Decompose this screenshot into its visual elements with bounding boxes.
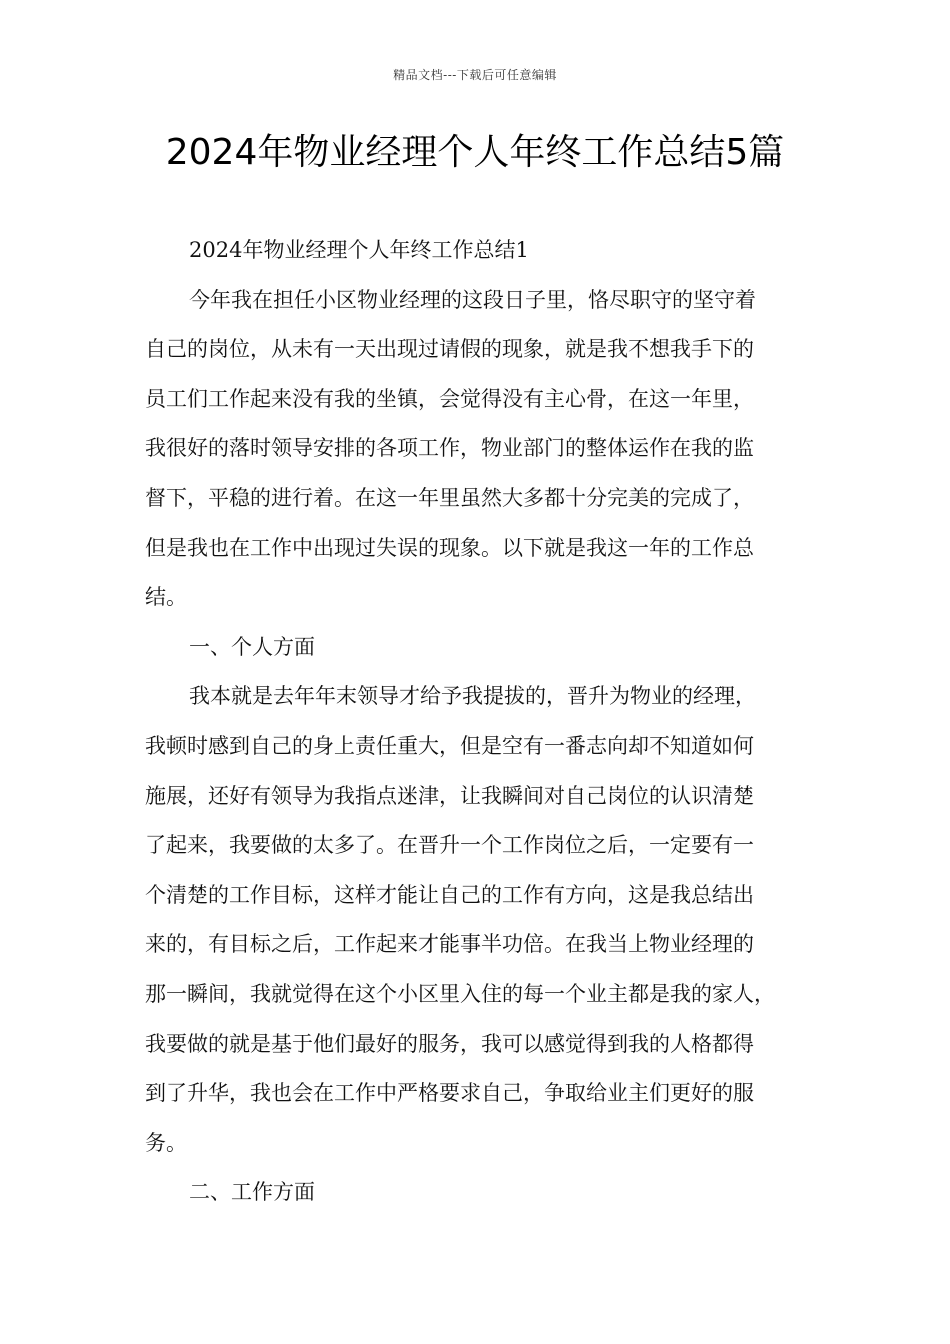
- text-line: 个清楚的工作目标，这样才能让自己的工作有方向，这是我总结出: [145, 882, 754, 907]
- text-line: 但是我也在工作中出现过失误的现象。以下就是我这一年的工作总: [145, 535, 754, 560]
- text-line: 我很好的落时领导安排的各项工作，物业部门的整体运作在我的监: [145, 436, 754, 461]
- text-line: 一、个人方面: [189, 634, 315, 659]
- text-line: 务。: [145, 1130, 187, 1155]
- header-note: 精品文档---下载后可任意编辑: [393, 68, 557, 82]
- document-title: 2024年物业经理个人年终工作总结5篇: [165, 132, 785, 173]
- text-line: 到了升华，我也会在工作中严格要求自己，争取给业主们更好的服: [145, 1081, 754, 1106]
- text-line: 员工们工作起来没有我的坐镇，会觉得没有主心骨，在这一年里，: [145, 386, 754, 411]
- text-line: 施展，还好有领导为我指点迷津，让我瞬间对自己岗位的认识清楚: [145, 783, 754, 808]
- text-line: 今年我在担任小区物业经理的这段日子里，恪尽职守的坚守着: [189, 287, 756, 312]
- text-line: 2024年物业经理个人年终工作总结1: [189, 238, 529, 262]
- text-line: 那一瞬间，我就觉得在这个小区里入住的每一个业主都是我的家人，: [145, 981, 775, 1006]
- text-line: 我顿时感到自己的身上责任重大，但是空有一番志向却不知道如何: [145, 733, 754, 758]
- text-line: 结。: [145, 585, 187, 610]
- text-line: 二、工作方面: [189, 1180, 315, 1205]
- text-line: 督下，平稳的进行着。在这一年里虽然大多都十分完美的完成了，: [145, 485, 754, 510]
- text-line: 我要做的就是基于他们最好的服务，我可以感觉得到我的人格都得: [145, 1031, 754, 1056]
- text-line: 来的，有目标之后，工作起来才能事半功倍。在我当上物业经理的: [145, 932, 754, 957]
- text-line: 自己的岗位，从未有一天出现过请假的现象，就是我不想我手下的: [145, 337, 754, 362]
- text-line: 我本就是去年年末领导才给予我提拔的，晋升为物业的经理，: [189, 684, 756, 709]
- document-body: [145, 226, 807, 1218]
- text-line: 了起来，我要做的太多了。在晋升一个工作岗位之后，一定要有一: [145, 833, 754, 858]
